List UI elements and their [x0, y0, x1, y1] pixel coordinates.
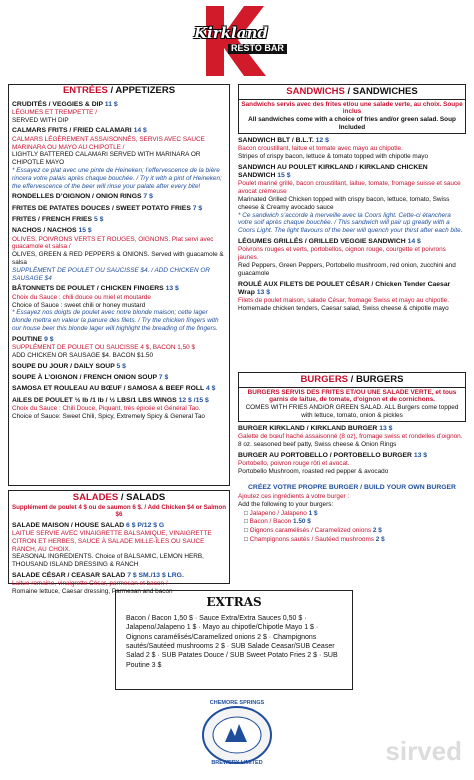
checkbox-icon: □ [244, 518, 250, 526]
item-name: CALMARS FRITS / FRIED CALAMARI [12, 127, 132, 135]
item-pairing-note: * Ce sandwich s’accorde à merveille avec la Coors light. Cette-ci étanchera votre soif après chaque bouchée. / This sandwich will pair up greatly with a Coors Light. The light flavours of the beer will quench your thirst after each bite. [238, 211, 463, 235]
item-price: 13 $ [165, 285, 179, 293]
item-description-en: 8 oz. seasoned beef patty, Swiss cheese & Onion Rings [238, 440, 397, 448]
sandwiches-list [238, 137, 466, 313]
menu-item [12, 374, 226, 382]
item-name: BURGER AU PORTOBELLO / PORTOBELLO BURGER [238, 451, 412, 459]
brewery-badge-top: CHEMORE SPRINGS [209, 700, 265, 706]
item-title [12, 374, 226, 382]
burgers-column [238, 372, 466, 544]
build-your-own-title: CRÉEZ VOTRE PROPRE BURGER / BUILD YOUR OWN BURGER [248, 483, 456, 491]
brewery-badge-bottom: BREWERY LIMITED [211, 760, 263, 766]
menu-item [238, 137, 466, 161]
item-description-fr: Choix du Sauce : chili douce ou miel et moutarde [12, 293, 151, 301]
item-description-fr: LAITUE SERVIE AVEC VINAIGRETTE BALSAMIQUE, VINAIGRETTE CITRON ET HERBES, SAUCE À SALADE MILLE-ÎLES OU SAUCE RANCH, AU CHOIX. [12, 529, 212, 553]
restaurant-logo [184, 6, 290, 76]
item-price: 15 $ [78, 227, 92, 235]
checkbox-icon: □ [244, 509, 250, 517]
build-options-list [238, 510, 466, 544]
item-description-fr: SUPPLÉMENT DE POULET OU SAUCISSE 4 $, BACON 1,50 $ [12, 344, 196, 352]
item-name: FRITES / FRENCH FRIES [12, 216, 93, 224]
item-price: 5 $ [116, 362, 126, 370]
heading-en: APPETIZERS [115, 85, 176, 96]
item-price: 5 $ [93, 216, 104, 224]
menu-item [12, 216, 226, 224]
item-pairing-note: SUPPLÉMENT DE POULET OU SAUCISSE $4. / ADD CHICKEN OR SAUSAGE $4 [12, 266, 210, 282]
menu-item [12, 205, 226, 213]
item-description-fr: Laitue romaine, vinaigrette César, parmesan et bacon / [12, 580, 168, 588]
item-description-fr: LÉGUMES ET TREMPETTE / [12, 108, 97, 116]
item-title [12, 363, 226, 371]
item-price: 11 $ [104, 100, 118, 108]
item-title [12, 522, 226, 530]
sandwiches-column [238, 84, 466, 313]
item-description-en: ADD CHICKEN OR SAUSAGE $4. BACON $1.50 [12, 351, 153, 359]
item-description-fr: Galette de bœuf haché assaisonné (8 oz), fromage swiss et rondelles d’oignon. [238, 433, 463, 441]
menu-item [238, 164, 466, 235]
item-price: 14 $ [407, 237, 421, 245]
menu-item [238, 238, 466, 278]
item-pairing-note: * Essayez ce plat avec une pinte de Heineken; l’effervescence de la bière rincera votre palais après chaque bouchée. / Try it with a pint of Heineken; the effervescence of the beer will rinse your palate after every bite! [12, 167, 222, 190]
salads-column [12, 491, 226, 596]
menu-item [12, 385, 226, 393]
item-price: 7 $ [192, 204, 203, 212]
item-title [238, 425, 466, 433]
item-description-en: Homemade chicken tenders, Caesar salad, Swiss cheese & chipotle mayo [238, 304, 449, 312]
item-name: RONDELLES D’OIGNON / ONION RINGS [12, 193, 142, 201]
item-name: SANDWICH AU POULET KIRKLAND / KIRKLAND CHICKEN SANDWICH [238, 163, 428, 180]
item-price: 12 $ /15 $ [178, 396, 209, 404]
item-name: LÉGUMES GRILLÉS / GRILLED VEGGIE SANDWICH [238, 237, 406, 245]
logo-subtitle: RESTO BAR [228, 44, 287, 54]
item-title [12, 397, 226, 405]
item-title [238, 164, 466, 181]
item-title [238, 137, 466, 145]
extras-list: Bacon / Bacon 1,50 $ · Sauce Extra/Extra Sauces 0,50 $ · Jalapeno/Jalapeno 1 $ · Mayo au chipotle/Chipotle Mayo 1 $ · Oignons caramélisés/Caramelized onions 2 $ · Champignons sautés/Sautéed mushrooms 2 $ · SUB Salade Ceasar/SUB Ceaser Salad 2 $ · SUB Patates Douce / SUB Sweet Potato Fries 2 $ · SUB Poutine 3 $ [126, 614, 338, 669]
item-description-en: Portobello Mushroom, roasted red pepper & avocado [238, 467, 389, 475]
logo-wordmark: Kirkland [194, 24, 268, 42]
item-description-fr: Portobello, poivron rouge rôti et avocat. [238, 460, 350, 468]
item-name: CRUDITÉS / VEGGIES & DIP [12, 100, 103, 108]
item-price: 7 $ [143, 193, 153, 201]
item-price: 13 $ [256, 288, 270, 296]
option-label: Bacon / Bacon [249, 518, 292, 526]
item-price: 7 $ SM./13 $ LRG. [127, 572, 184, 580]
item-description-fr: OLIVES, POIVRONS VERTS ET ROUGES, OIGNONS. Plat servi avec guacamole et salsa / [12, 235, 214, 251]
item-description-fr: Filets de poulet maison, salade César, fromage Swiss et mayo au chipotle. [238, 297, 449, 305]
checkbox-icon: □ [244, 535, 250, 543]
option-price: 2 $ [375, 535, 385, 543]
build-option [244, 527, 466, 535]
option-label: Oignons caramélisés / Caramelized onions [249, 527, 372, 535]
heading-en: SALADS [126, 492, 166, 503]
intro-en: COMES WITH FRIES AND/OR GREEN SALAD. ALL Burgers come topped with lettuce, tomato, onion & pickles [245, 404, 459, 420]
menu-item [12, 193, 226, 201]
item-title [12, 285, 226, 293]
item-price: 13 $ [379, 424, 393, 432]
menu-item [12, 397, 226, 421]
menu-item [238, 425, 466, 449]
item-description-en: OLIVES, GREEN & RED PEPPERS & ONIONS. Served with guacamole & salsa [12, 251, 224, 267]
menu-item [12, 101, 226, 125]
salads-heading: SALADES / SALADS [72, 492, 166, 503]
build-intro-fr: Ajoutez ces ingrédients à votre burger : [238, 492, 350, 500]
heading-fr: ENTRÉES [62, 85, 108, 96]
menu-item [238, 281, 466, 313]
item-description-en: Marinated Grilled Chicken topped with crispy bacon, lettuce, tomato, Swiss cheese & Creamy avocado sauce [238, 195, 450, 211]
item-description-en: Choice of Sauce: Sweet Chili, Spicy, Extremely Spicy & General Tao [12, 412, 205, 420]
item-name: SALADE CÉSAR / CEASAR SALAD [12, 572, 126, 580]
menu-item [12, 522, 226, 569]
extras-section [115, 590, 353, 690]
item-title [12, 385, 226, 393]
item-title [12, 336, 226, 344]
item-name: SANDWICH BLT / B.L.T. [238, 136, 314, 144]
item-price: 15 $ [277, 172, 291, 180]
menu-item [238, 452, 466, 476]
item-title [238, 452, 466, 460]
menu-item [12, 285, 226, 332]
item-title [12, 572, 226, 580]
item-title [238, 281, 466, 298]
checkbox-icon: □ [244, 527, 250, 535]
item-name: SOUPE À L’OIGNON / FRENCH ONION SOUP [12, 373, 157, 381]
item-price: 14 $ [133, 127, 147, 135]
build-option [244, 536, 466, 544]
item-price: 12 $ [315, 136, 329, 144]
menu-item [12, 127, 226, 190]
option-price: 1.50 $ [293, 518, 311, 526]
item-description-en: Red Peppers, Green Peppers, Portobello mushroom, red onion, zucchini and guacamole [238, 261, 456, 277]
menu-item [12, 336, 226, 360]
item-name: SAMOSA ET ROULEAU AU BŒUF / SAMOSA & BEEF ROLL [12, 385, 205, 393]
item-description-fr: Choix du Sauce : Chili Douce, Piquant, très épicée et Général Tao. [12, 404, 201, 412]
extras-title: EXTRAS [206, 595, 262, 609]
item-description-fr: Bacon croustillant, laitue et tomate avec mayo au chipotle. [238, 145, 403, 153]
appetizers-column [12, 84, 226, 420]
option-price: 1 $ [308, 509, 318, 517]
item-description-en: SERVED WITH DIP [12, 116, 69, 124]
item-name: BURGER KIRKLAND / KIRKLAND BURGER [238, 424, 378, 432]
burgers-intro [238, 388, 466, 422]
sandwiches-heading: SANDWICHS / SANDWICHES [238, 84, 466, 100]
item-name: BÂTONNETS DE POULET / CHICKEN FINGERS [12, 285, 164, 293]
heading-fr: BURGERS [300, 374, 349, 385]
item-name: FRITES DE PATATES DOUCES / SWEET POTATO FRIES [12, 204, 191, 212]
salads-list [12, 522, 226, 596]
burgers-list [238, 425, 466, 476]
item-name: SALADE MAISON / HOUSE SALAD [12, 521, 125, 529]
sandwiches-intro [238, 100, 466, 134]
item-description-en: LIGHTLY BATTERED CALAMARI SERVED WITH MARINARA OR CHIPOTLE MAYO [12, 151, 201, 167]
item-name: SOUPE DU JOUR / DAILY SOUP [12, 362, 115, 370]
item-description-en: SEASONAL INGREDIENTS. Choice of BALSAMIC, LEMON HERB, THOUSAND ISLAND DRESSING & RANCH [12, 553, 204, 569]
build-option [244, 510, 466, 518]
item-title [12, 205, 226, 213]
option-label: Jalapeno / Jalapeno [249, 509, 307, 517]
item-price: 13 $ [413, 451, 428, 459]
menu-item [12, 363, 226, 371]
item-title [238, 238, 466, 246]
menu-item [12, 227, 226, 282]
item-pairing-note: * Essayez nos doigts de poulet avec notre blonde maison; cette lager blonde mettra en valeur la panure des filets. / Try the chicken fingers with our house beer this blonde lager will highlight the breading of the fingers. [12, 309, 219, 332]
item-description-fr: Poivrons rouges et verts, portobellos, oignon rouge, courgette et poivrons jaunes. [238, 246, 446, 262]
intro-fr: BURGERS SERVIS DES FRITES ET/OU UNE SALADE VERTE, et tous garnis de laitue, de tomate, d’oignon et de cornichons. [247, 388, 457, 404]
build-intro-en: Add the following to your burgers: [238, 500, 334, 508]
heading-en: SANDWICHES [352, 86, 418, 97]
item-price: 6 $ P/12 $ G [126, 521, 165, 529]
item-name: ROULÉ AUX FILETS DE POULET CÉSAR / Chicken Tender Caesar Wrap [238, 280, 451, 296]
appetizers-heading: ENTRÉES / APPETIZERS [62, 85, 176, 96]
item-description-en: Stripes of crispy bacon, lettuce & tomato topped with chipotle mayo [238, 152, 429, 160]
item-price: 9 $ [44, 335, 54, 343]
item-price: 4 $ [205, 385, 216, 393]
item-name: POUTINE [12, 335, 43, 343]
item-title [12, 127, 226, 135]
item-title [12, 101, 226, 109]
item-description-en: Romaine lettuce, Caesar dressing, Parmesan and bacon [12, 588, 173, 596]
item-price: 7 $ [158, 373, 169, 381]
build-option [244, 518, 466, 526]
heading-en: BURGERS [355, 374, 404, 385]
heading-fr: SANDWICHS [286, 86, 345, 97]
watermark: sirved [385, 736, 462, 766]
item-name: AILES DE POULET ½ lb /1 lb / ½ LBS/1 LBS WINGS [12, 396, 177, 404]
item-description-fr: CALMARS LÉGÈREMENT ASSAISONNÉS, SERVIS AVEC SAUCE MARINARA OU MAYO AU CHIPOTLE / [12, 135, 205, 151]
salads-supplement: Supplément de poulet 4 $ ou de saumon 6 $. / Add Chicken $4 or Salmon $6 [12, 503, 226, 519]
intro-en: All sandwiches come with a choice of fries and/or green salad. Soup Included [248, 116, 456, 132]
item-title [12, 193, 226, 201]
item-title [12, 216, 226, 224]
item-description-fr: Poulet mariné grillé, bacon croustillant, laitue, tomate, fromage suisse et sauce avocat crémeuse [238, 180, 461, 196]
option-label: Champignons sautés / Sautéed mushrooms [249, 535, 374, 543]
heading-fr: SALADES [72, 492, 119, 503]
item-description-en: Choice of Sauce : sweet chili or honey mustard [12, 301, 146, 309]
option-price: 2 $ [372, 527, 382, 535]
appetizers-list [12, 101, 226, 421]
item-name: NACHOS / NACHOS [12, 227, 77, 235]
intro-fr: Sandwichs servis avec des frites et/ou une salade verte, au choix. Soupe inclus [241, 100, 463, 116]
item-title [12, 227, 226, 235]
burgers-heading: BURGERS / BURGERS [238, 372, 466, 388]
